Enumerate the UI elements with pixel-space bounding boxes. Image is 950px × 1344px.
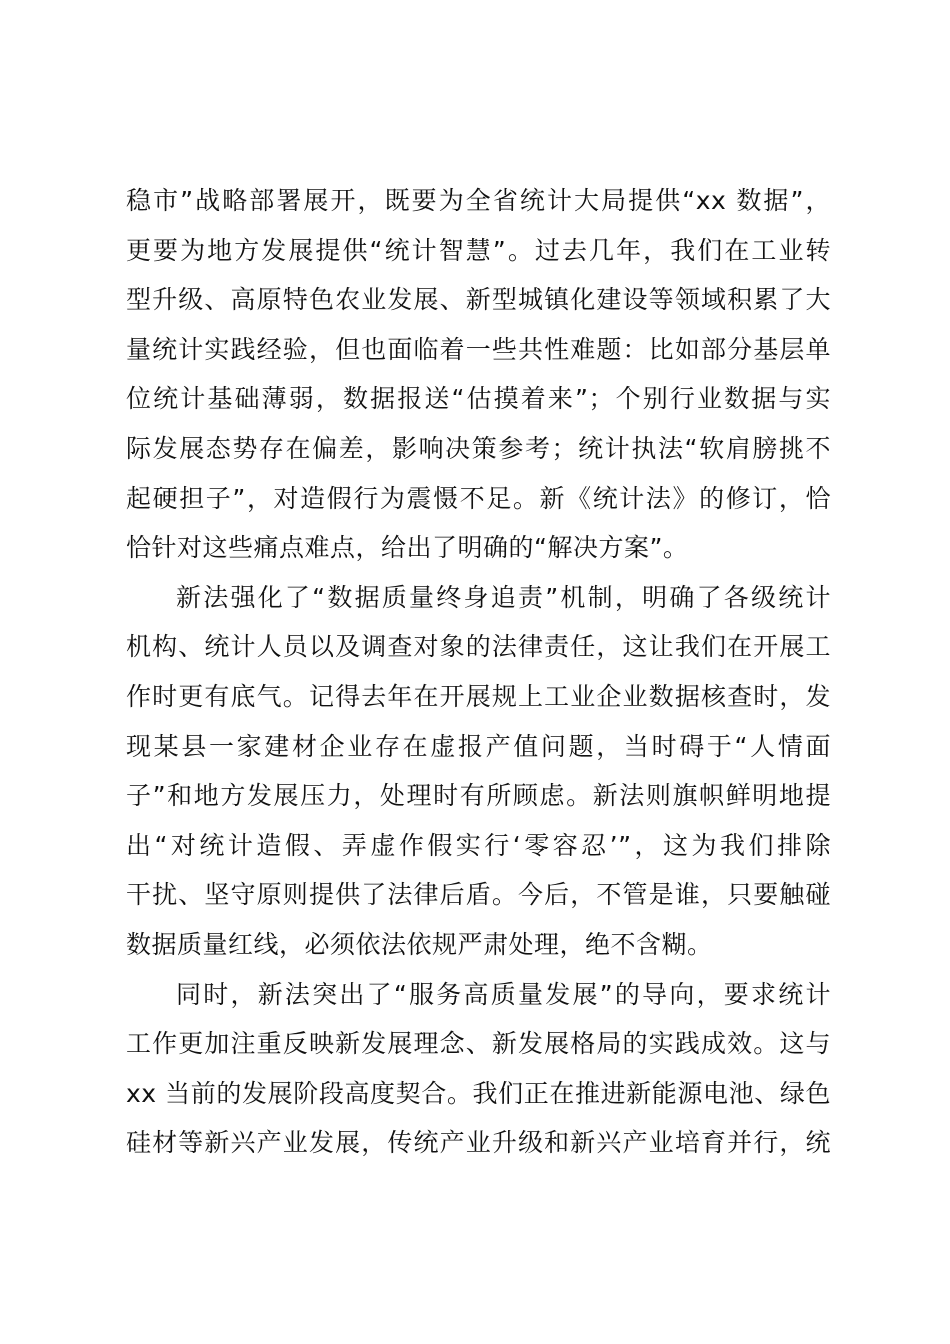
text-line: 现某县一家建材企业存在虚报产值问题，当时碍于“人情面 xyxy=(126,731,831,761)
text-line: 工作更加注重反映新发展理念、新发展格局的实践成效。这与 xyxy=(126,1029,831,1059)
text-line: 机构、统计人员以及调查对象的法律责任，这让我们在开展工 xyxy=(126,632,831,662)
text-line: 同时，新法突出了“服务高质量发展”的导向，要求统计 xyxy=(176,979,831,1009)
text-line: 新法强化了“数据质量终身追责”机制，明确了各级统计 xyxy=(176,582,831,612)
text-line: 稳市”战略部署展开，既要为全省统计大局提供“xx 数据”， xyxy=(126,186,831,215)
text-line: 干扰、坚守原则提供了法律后盾。今后，不管是谁，只要触碰 xyxy=(126,880,831,910)
text-line: 出“对统计造假、弄虚作假实行‘零容忍’”，这为我们排除 xyxy=(126,830,831,860)
text-line: 数据质量红线，必须依法依规严肃处理，绝不含糊。 xyxy=(126,929,713,959)
text-line: 量统计实践经验，但也面临着一些共性难题：比如部分基层单 xyxy=(126,334,831,364)
text-line: 作时更有底气。记得去年在开展规上工业企业数据核查时，发 xyxy=(126,681,831,711)
text-line: 际发展态势存在偏差，影响决策参考；统计执法“软肩膀挑不 xyxy=(126,433,831,463)
text-line: 更要为地方发展提供“统计智慧”。过去几年，我们在工业转 xyxy=(126,235,831,265)
document-body xyxy=(126,176,831,1168)
text-line: 位统计基础薄弱，数据报送“估摸着来”；个别行业数据与实 xyxy=(126,384,831,414)
paragraph-2 xyxy=(126,573,831,970)
paragraph-3 xyxy=(126,970,831,1168)
text-line: xx 当前的发展阶段高度契合。我们正在推进新能源电池、绿色 xyxy=(126,1078,831,1108)
paragraph-1 xyxy=(126,176,831,573)
text-line: 硅材等新兴产业发展，传统产业升级和新兴产业培育并行，统 xyxy=(126,1128,831,1158)
text-line: 子”和地方发展压力，处理时有所顾虑。新法则旗帜鲜明地提 xyxy=(126,781,831,811)
text-line: 型升级、高原特色农业发展、新型城镇化建设等领域积累了大 xyxy=(126,285,831,315)
text-line: 起硬担子”，对造假行为震慑不足。新《统计法》的修订，恰 xyxy=(126,483,831,513)
text-line: 恰针对这些痛点难点，给出了明确的“解决方案”。 xyxy=(126,533,689,563)
